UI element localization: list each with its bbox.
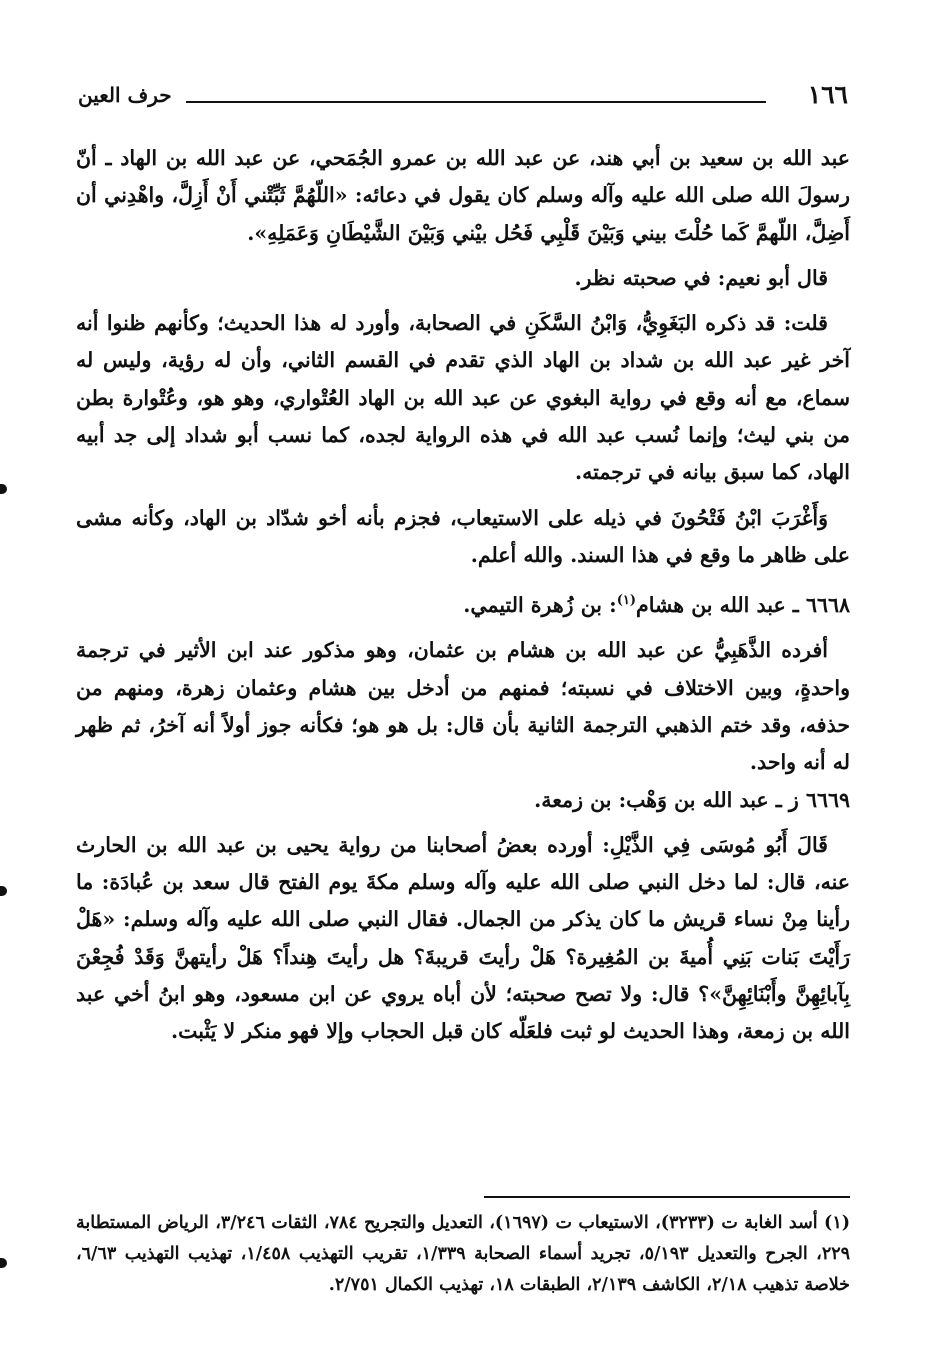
page-number: ١٦٦ <box>807 80 848 109</box>
paragraph-hadith: عبد الله بن سعيد بن أبي هند، عن عبد الله بن عمرو الجُمَحي، عن عبد الله بن الهاد ـ أنّ رسولَ الله صلى الله عليه وآله وسلم كان يقول في دعائه: «اللّهُمَّ ثَبِّتْني أَنْ أَزِلَّ، واهْدِني أن أَضِلَّ، اللّهمَّ كَما حُلْتَ بيني وَبَيْنَ قَلْبِي فَحُل بيْني وَبَيْنَ الشَّيْطَانِ وَعَمَلِهِ». <box>76 146 850 245</box>
main-text <box>76 140 850 1059</box>
header-rule <box>186 101 766 103</box>
footnote-1: (١) أسد الغابة ت (٣٢٣٣)، الاستيعاب ت (١٦٩٧)، التعديل والتجريح ٧٨٤، الثقات ٣/٢٤٦، الرياض المستطابة ٢٢٩، الجرح والتعديل ٥/١٩٣، تجريد أسماء الصحابة ١/٣٣٩، تقريب التهذيب ١/٤٥٨، تهذيب التهذيب ٦/٦٣، خلاصة تذهيب ٢/١٨، الكاشف ٢/١٣٩، الطبقات ١٨، تهذيب الكمال ٢/٧٥١. <box>76 1213 851 1295</box>
paragraph-dhahabi: أفرده الذَّهَبِيُّ عن عبد الله بن هشام بن عثمان، وهو مذكور عند ابن الأثير في ترجمة واحدةٍ، وبين الاختلاف في نسبته؛ فمنهم من أدخل بين هشام وعثمان زهرة، ومنهم من حذفه، وقد ختم الذهبي الترجمة الثانية بأن قال: بل هو هو؛ فكأنه جوز أولاً أنه آخرُ، ثم ظهر له أنه واحد. <box>76 638 850 775</box>
entry-6668-title <box>76 582 850 624</box>
page-header <box>78 80 848 110</box>
footnotes <box>76 1208 850 1301</box>
paragraph-abu-nuaym: قال أبو نعيم: في صحبته نظر. <box>574 265 828 290</box>
scan-mark <box>0 484 7 494</box>
footnote-rule <box>484 1196 850 1198</box>
paragraph-commentary: قلت: قد ذكره البَغَوِيُّ، وَابْنُ السَّكَنِ في الصحابة، وأورد له هذا الحديث؛ وكأنهم ظنوا أنه آخر غير عبد الله بن شداد بن الهاد الذي تقدم في القسم الثاني، وأن له رؤية، وليس له سماع، مع أنه وقع في رواية البغوي عن عبد الله بن الهاد العُتْواري، وهو هو، وعُتْوارة بطن من بني ليث؛ وإنما نُسب عبد الله في هذه الرواية لجده، كما نسب أبو شداد إلى جد أبيه الهاد، كما سبق بيانه في ترجمته. <box>76 311 850 485</box>
footnote-ref-1[interactable]: (١) <box>616 593 637 609</box>
entry-6669-title: ٦٦٦٩ ز ـ عبد الله بن وَهْب: بن زمعة. <box>534 787 850 812</box>
paragraph-ibn-fathun: وَأَغْرَبَ ابْنُ فَتْحُونَ في ذيله على الاستيعاب، فجزم بأنه أخو شدّاد بن الهاد، وكأنه مشى على ظاهر ما وقع في هذا السند. والله أعلم. <box>76 505 850 567</box>
running-title: حرف العين <box>78 83 172 107</box>
scan-mark <box>0 886 7 896</box>
paragraph-abu-musa: قَالَ أَبُو مُوسَى فِي الذَّيْلِ: أورده بعضُ أصحابنا من رواية يحيى بن عبد الله بن الحارث عنه، قال: لما دخل النبي صلى الله عليه وآله وسلم مكةَ يوم الفتح قال سعد بن عُبادَة: ما رأينا مِنْ نساء قريش ما كان يذكر من الجمال. فقال النبي صلى الله عليه وآله وسلم: «هَلْ رَأَيْتَ بَنات بَنِي أُميةَ بن المُغِيرة؟ هَلْ رأيتَ قريبةَ؟ هل رأيتَ هِنداً؟ هَلْ رأيتهنَّ وَقَدْ فُجِعْنَ بِآبائِهِنَّ وأَبْنَائِهِنَّ»؟ قال: ولا تصح صحبته؛ لأن أباه يروي عن ابن مسعود، وهو ابنُ أخي عبد الله بن زمعة، وهذا الحديث لو ثبت فلعَلّه كان قبل الحجاب وإلا فهو منكر لا يَثْبت. <box>76 832 850 1044</box>
scan-mark <box>0 1258 7 1268</box>
entry-6668-lineage: : بن زُهرة التيمي. <box>463 593 617 618</box>
entry-6668-name: ٦٦٦٨ ـ عبد الله بن هشام <box>636 593 850 618</box>
